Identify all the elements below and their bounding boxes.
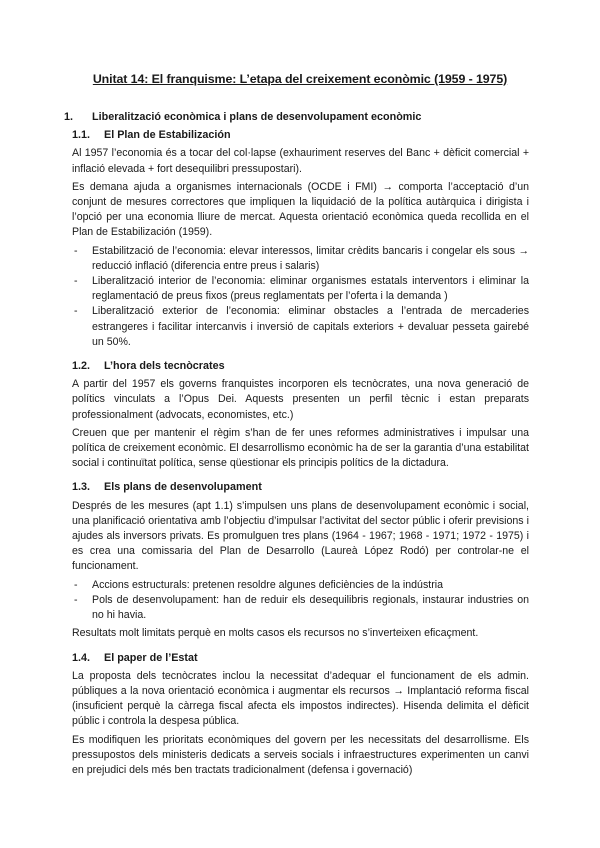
- bullet-list: [72, 244, 529, 350]
- dash-bullet: -: [74, 593, 78, 606]
- section-1-1-number: 1.1.: [72, 129, 91, 142]
- section-1-3-number: 1.3.: [72, 481, 91, 494]
- list-item: - Liberalització exterior de l’economia: eliminar obstacles a l’entrada de mercaderies estrangeres i facilitar intercanvis i inversió de capitals exteriors + devaluar pesseta gairebé un 50%.: [72, 304, 529, 350]
- section-1-title: Liberalització econòmica i plans de desenvolupament econòmic: [92, 111, 422, 123]
- section-1-3-title: Els plans de desenvolupament: [104, 481, 262, 494]
- dash-bullet: -: [74, 244, 78, 257]
- section-1-heading: [64, 110, 529, 125]
- section-1-4-title: El paper de l’Estat: [104, 651, 198, 664]
- paragraph: La proposta dels tecnòcrates inclou la necessitat d’adequar el funcionament de els admin. públiques a la nova orientació econòmica i augmentar els recursos → Implantació reforma fiscal (insuficient perquè la càrrega fiscal afecta els impostos indirectes). Hisenda delimita el dèficit públic i controla la despesa pública.: [72, 669, 529, 728]
- paragraph: Al 1957 l’economia és a tocar del col·lapse (exhauriment reserves del Banc + dèficit comercial + inflació elevada + fort desequilibri pressupostari).: [72, 147, 529, 175]
- list-item: - Liberalització interior de l’economia: eliminar organismes estatals interventors i eliminar la reglamentació de preus fixos (preus reglamentats per l’oferta i la demanda ): [72, 274, 529, 304]
- paragraph: Es modifiquen les prioritats econòmiques del govern per les necessitats del desarrollisme. Els pressupostos dels ministeris dedicats a serveis socials i infraestructures experimenten un canvi en prejudici dels més ben tractats tradicionalment (defensa i governació): [72, 733, 529, 776]
- paragraph: Es demana ajuda a organismes internacionals (OCDE i FMI) → comporta l’acceptació d’un conjunt de mesures correctores que impliquen la liquidació de la política autàrquica i dirigista i l’opció per una economia lliure de mercat. Aquesta orientació econòmica queda recollida en el Plan de Estabilización (1959).: [72, 180, 529, 239]
- section-1-1-title: El Plan de Estabilización: [104, 129, 231, 142]
- dash-bullet: -: [74, 275, 78, 288]
- section-1-2-title: L’hora dels tecnòcrates: [104, 360, 225, 373]
- section-1-4-number: 1.4.: [72, 651, 91, 664]
- dash-bullet: -: [74, 578, 78, 591]
- section-1-4-heading: [72, 651, 529, 666]
- dash-bullet: -: [74, 305, 78, 318]
- paragraph: Creuen que per mantenir el règim s’han de fer unes reformes administratives i impulsar una política de creixement econòmic. El desarrollismo econòmic ha de ser la garantia d’una estabilitat social i continuïtat política, sense qüestionar els principis polítics de la dictadura.: [72, 426, 529, 470]
- list-item: - Estabilització de l’economia: elevar interessos, limitar crèdits bancaris i congelar els sous → reducció inflació (diferencia entre preus i salaris): [72, 244, 529, 274]
- list-item: - Accions estructurals: pretenen resoldre algunes deficiències de la indústria: [72, 578, 529, 593]
- paragraph: A partir del 1957 els governs franquistes incorporen els tecnòcrates, una nova generació de polítics vinculats a l’Opus Dei. Aquests presenten un perfil tècnic i estan preparats professionalment (advocats, economistes, etc.): [72, 378, 529, 421]
- paragraph: Després de les mesures (apt 1.1) s’impulsen uns plans de desenvolupament econòmic i social, una planificació orientativa amb l’objectiu d’impulsar l’activitat del sector públic i oferir previsions i ajudes als inversors privats. Es promulguen tres plans (1964 - 1967; 1968 - 1971; 1972 - 1975) i es crea una comissaria del Plan de Desarrollo (Laureà López Rodó) per controlar-ne el funcionament.: [72, 499, 529, 573]
- list-item: - Pols de desenvolupament: han de reduir els desequilibris regionals, instaurar industries on no hi havia.: [72, 593, 529, 623]
- bullet-list: [72, 578, 529, 624]
- section-1-3-heading: [72, 480, 529, 495]
- document-title: Unitat 14: El franquisme: L’etapa del creixement econòmic (1959 - 1975): [92, 72, 508, 86]
- paragraph: Resultats molt limitats perquè en molts casos els recursos no s’inverteixen eficaçment.: [72, 627, 479, 640]
- document-body: [64, 110, 529, 781]
- section-1-2-number: 1.2.: [72, 360, 91, 373]
- section-1-1-heading: [72, 128, 529, 143]
- section-1-2-heading: [72, 359, 529, 374]
- section-1-number: 1.: [64, 111, 74, 123]
